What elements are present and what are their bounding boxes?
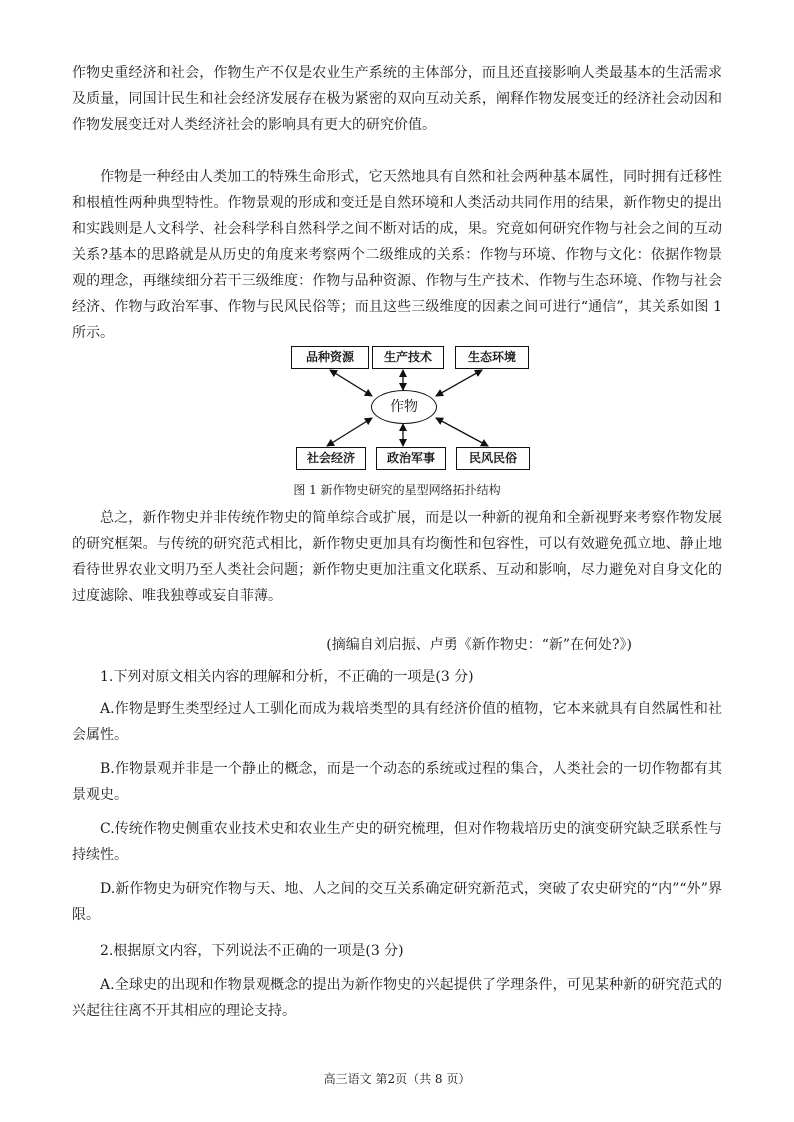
source-citation: (摘编自刘启振、卢勇《新作物史：“新”在何处?》) (326, 637, 632, 653)
arrow-to-ecology (436, 370, 482, 396)
node-varieties: 品种资源 (291, 346, 369, 369)
question-2-option-a: A.全球史的出现和作物景观概念的提出为新作物史的兴起提供了学理条件，可见某种新的研究范式的兴起往往离不开其相应的理论支持。 (72, 977, 722, 1019)
arrow-to-economy (327, 418, 372, 446)
node-crop-center: 作物 (371, 390, 437, 424)
paragraph-2: 作物是一种经由人类加工的特殊生命形式，它天然地具有自然和社会两种基本属性，同时拥有迁移性和根植性两种典型特性。作物景观的形成和变迁是自然环境和人类活动共同作用的结果，新作物史的提出和实践则是人文科学、社会科学科自然科学之间不断对话的成，果。究竟如何研究作物与社会之间的互动关系?基本的思路就是从历史的角度来考察两个二级维成的关系：作物与环境、作物与文化：依据作物景观的理念，再继续细分若干三级维度：作物与品种资源、作物与生产技术、作物与生态环境、作物与社会经济、作物与政治军事、作物与民风民俗等；而且这些三级维度的因素之间可进行“通信”，其关系如图 1 所示。 (72, 169, 722, 341)
node-politics: 政治军事 (376, 447, 446, 470)
arrow-to-varieties (330, 370, 372, 396)
node-economy: 社会经济 (296, 447, 366, 470)
question-1-option-d: D.新作物史为研究作物与天、地、人之间的交互关系确定研究新范式，突破了农史研究的“内”“外”界限。 (72, 881, 722, 923)
question-1-option-a: A.作物是野生类型经过人工驯化而成为栽培类型的具有经济价值的植物，它本来就具有自然属性和社会属性。 (72, 701, 722, 743)
question-1-option-c: C.传统作物史侧重农业技术史和农业生产史的研究梳理，但对作物栽培历史的演变研究缺乏联系性与持续性。 (72, 821, 722, 863)
arrow-to-customs (436, 418, 488, 446)
paragraph-3: 总之，新作物史并非传统作物史的简单综合或扩展，而是以一种新的视角和全新视野来考察作物发展的研究框架。与传统的研究范式相比，新作物史更加具有均衡性和包容性，可以有效避免孤立地、静止地看待世界农业文明乃至人类社会问题；新作物史更加注重文化联系、互动和影响，尽力避免对自身文化的过度滤除、唯我独尊或妄自菲薄。 (72, 510, 722, 604)
node-ecology: 生态环境 (455, 346, 529, 369)
question-1-stem: 1.下列对原文相关内容的理解和分析，不正确的一项是(3 分) (100, 669, 474, 685)
question-2-stem: 2.根据原文内容，下列说法不正确的一项是(3 分) (100, 943, 404, 959)
question-1-option-b: B.作物景观并非是一个静止的概念，而是一个动态的系统或过程的集合，人类社会的一切作物都有其景观史。 (72, 761, 722, 803)
figure-caption: 图 1 新作物史研究的星型网络拓扑结构 (293, 483, 501, 497)
node-technology: 生产技术 (372, 346, 444, 369)
paragraph-1: 作物史重经济和社会，作物生产不仅是农业生产系统的主体部分，而且还直接影响人类最基本的生活需求及质量，同国计民生和社会经济发展存在极为紧密的双向互动关系，阐释作物发展变迁的经济社会动因和作物发展变迁对人类经济社会的影响具有更大的研究价值。 (72, 65, 722, 133)
node-customs: 民风民俗 (456, 447, 530, 470)
page-footer: 高三语文 第2页（共 8 页） (323, 1072, 471, 1086)
